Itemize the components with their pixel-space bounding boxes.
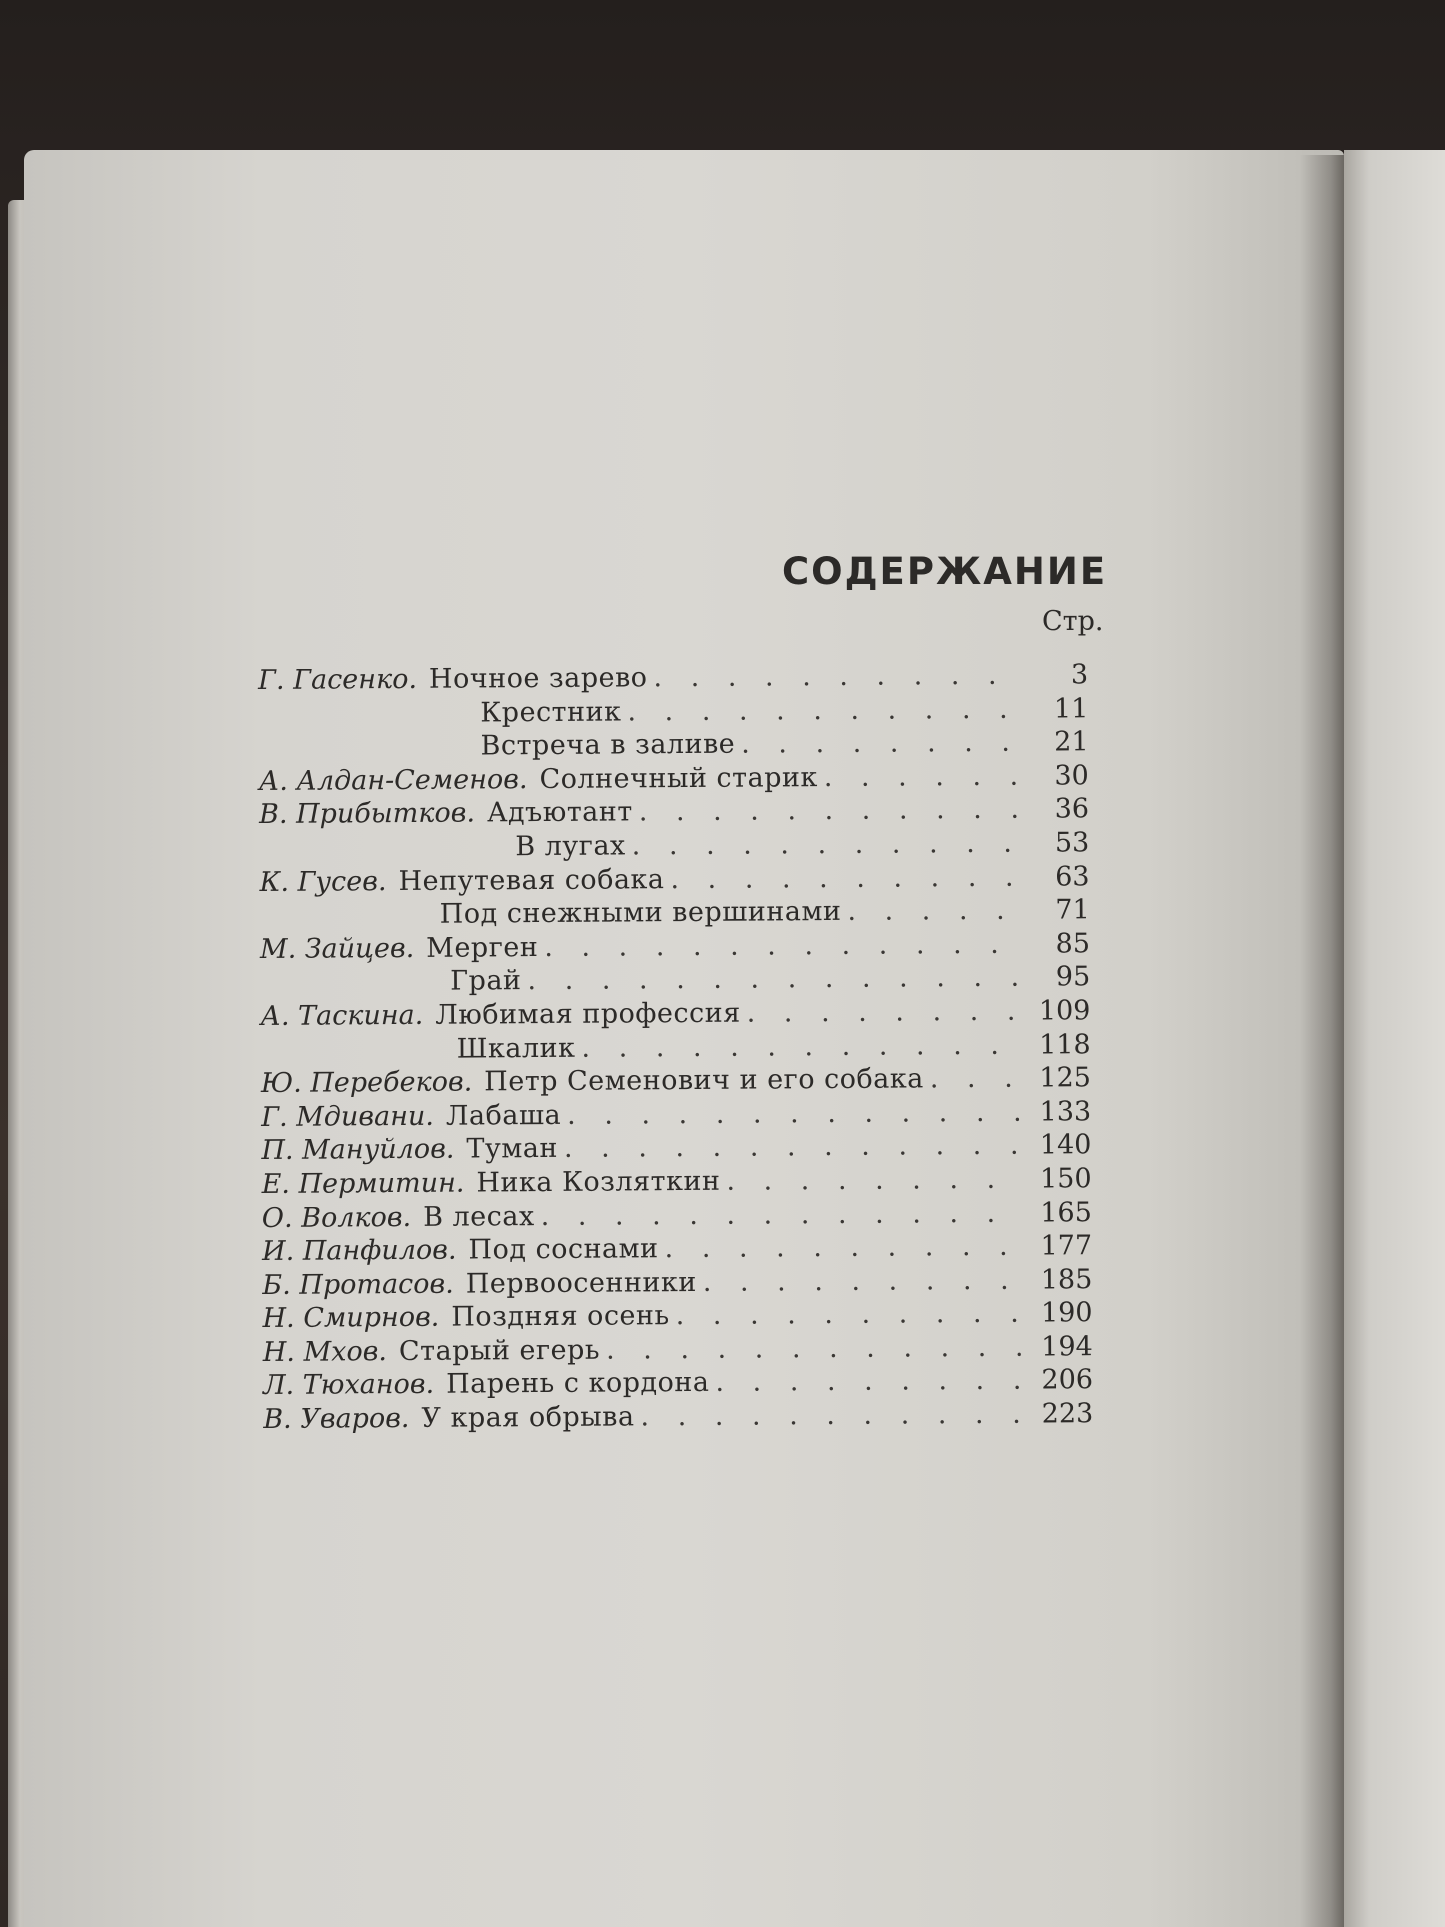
toc-leader-dots <box>653 659 1016 695</box>
toc-leader-dots <box>824 759 1017 794</box>
toc-work-title: Мерген <box>426 931 539 964</box>
toc-page-number: 118 <box>1039 1028 1091 1061</box>
toc-work-title: Туман <box>466 1133 559 1165</box>
toc-page-number: 140 <box>1039 1129 1092 1161</box>
toc-page-number: 95 <box>1055 961 1091 993</box>
book-spine-shadow <box>1300 155 1344 1927</box>
toc-page-number: 177 <box>1040 1230 1093 1262</box>
toc-author: П. Мануйлов. <box>261 1133 455 1167</box>
toc-work-title: Ника Козляткин <box>476 1165 721 1199</box>
toc-author: О. Волков. <box>261 1201 412 1234</box>
toc-leader-dots <box>930 1062 1019 1096</box>
toc-leader-dots <box>581 1028 1018 1065</box>
toc-work-title: Грай <box>450 965 522 998</box>
toc-page-number: 53 <box>1054 827 1090 859</box>
toc-work-title: Первоосенники <box>465 1266 697 1300</box>
toc-leader-dots <box>640 1398 1021 1434</box>
toc-work-title: В лугах <box>515 830 626 863</box>
toc-page-number: 165 <box>1040 1196 1092 1229</box>
toc-leader-dots <box>664 1230 1020 1266</box>
toc-page-number: 125 <box>1039 1062 1092 1094</box>
toc-leader-dots <box>541 1196 1020 1233</box>
toc-work-title: Непутевая собака <box>398 863 665 897</box>
toc-work-title: Шкалик <box>456 1032 576 1065</box>
toc-page-number: 109 <box>1038 995 1091 1027</box>
page-column-label: Стр. <box>1042 606 1104 637</box>
toc-leader-dots <box>726 1163 1019 1199</box>
toc-page-number: 190 <box>1040 1297 1093 1329</box>
toc-author: Г. Гасенко. <box>258 663 418 696</box>
toc-page-number: 206 <box>1041 1364 1094 1397</box>
facing-page <box>1344 150 1445 1927</box>
toc-work-title: Адъютант <box>486 796 633 829</box>
toc-leader-dots <box>741 726 1017 762</box>
toc-author: В. Уваров. <box>263 1403 410 1436</box>
toc-title: СОДЕРЖАНИЕ <box>782 550 1108 593</box>
toc-leader-dots <box>606 1331 1021 1367</box>
toc-author: К. Гусев. <box>259 865 387 898</box>
toc-author: И. Панфилов. <box>261 1234 457 1268</box>
toc-leader-dots <box>527 961 1018 998</box>
toc-leader-dots <box>703 1263 1021 1299</box>
toc-leader-dots <box>632 827 1018 863</box>
toc-author: Л. Тюханов. <box>262 1369 435 1402</box>
toc-page-number: 30 <box>1054 759 1089 792</box>
toc-page-number: 36 <box>1054 793 1090 825</box>
toc-work-title: Под соснами <box>468 1233 659 1266</box>
toc-leader-dots <box>715 1364 1021 1400</box>
toc-author: В. Прибытков. <box>258 797 476 831</box>
toc-page-number: 63 <box>1055 860 1090 893</box>
toc-leader-dots <box>847 894 1018 929</box>
toc-leader-dots <box>670 860 1017 896</box>
toc-work-title: В лесах <box>423 1200 535 1233</box>
toc-work-title: Лабаша <box>445 1099 562 1132</box>
toc-page-number: 21 <box>1054 726 1089 758</box>
toc-author: Б. Протасов. <box>262 1268 454 1301</box>
toc-work-title: Под снежными вершинами <box>439 896 842 930</box>
toc-work-title: Поздняя осень <box>451 1300 670 1333</box>
toc-page-number: 11 <box>1053 692 1089 725</box>
toc-work-title: Солнечный старик <box>539 761 818 795</box>
toc-work-title: Крестник <box>480 696 622 729</box>
toc-author: Ю. Перебеков. <box>260 1066 473 1100</box>
toc-work-title: Ночное зарево <box>428 662 648 695</box>
toc-leader-dots <box>627 692 1016 728</box>
toc-author: Е. Пермитин. <box>261 1167 465 1200</box>
toc-page-number: 223 <box>1041 1398 1094 1430</box>
toc-author: А. Таскина. <box>260 999 424 1032</box>
toc-page-number: 133 <box>1039 1095 1092 1128</box>
toc-page-number: 71 <box>1055 894 1090 926</box>
toc-work-title: У края обрыва <box>421 1401 635 1434</box>
toc-leader-dots <box>564 1129 1020 1166</box>
toc-work-title: Парень с кордона <box>446 1367 710 1401</box>
toc-work-title: Старый егерь <box>398 1334 601 1367</box>
toc-entry <box>263 1397 1093 1436</box>
toc-work-title: Встреча в заливе <box>480 728 736 762</box>
toc-page-number: 3 <box>1070 659 1089 691</box>
toc-leader-dots <box>544 927 1018 964</box>
toc-work-title: Петр Семенович и его собака <box>484 1063 924 1098</box>
toc-author: А. Алдан-Семенов. <box>258 763 528 797</box>
toc-leader-dots <box>747 995 1019 1030</box>
toc-page-number: 194 <box>1041 1331 1093 1363</box>
toc-page-number: 85 <box>1055 927 1091 960</box>
toc-author: Г. Мдивани. <box>261 1100 435 1133</box>
toc-author: Н. Смирнов. <box>262 1302 440 1335</box>
toc-leader-dots <box>567 1095 1019 1132</box>
toc-leader-dots <box>676 1297 1021 1333</box>
toc-author: М. Зайцев. <box>259 932 415 965</box>
toc-work-title: Любимая профессия <box>435 997 741 1031</box>
toc-page-number: 185 <box>1040 1263 1093 1296</box>
toc-leader-dots <box>639 793 1018 829</box>
toc-page-number: 150 <box>1039 1163 1092 1195</box>
table-of-contents <box>258 658 1093 1436</box>
toc-author: Н. Мхов. <box>262 1335 388 1368</box>
